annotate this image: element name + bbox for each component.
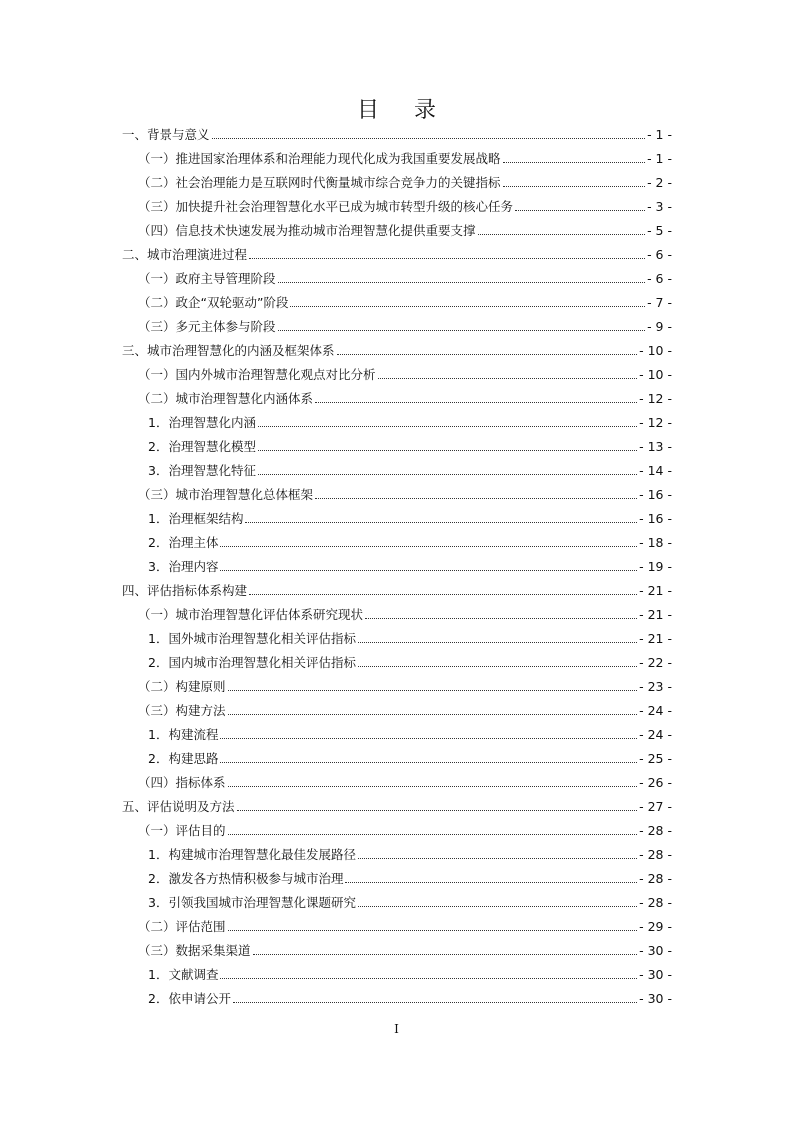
toc-leader-dots <box>220 546 637 547</box>
toc-entry-page: - 13 - <box>639 438 672 454</box>
toc-entry[interactable] <box>148 412 672 432</box>
toc-entry[interactable] <box>148 508 672 528</box>
toc-entry[interactable] <box>148 652 672 672</box>
toc-leader-dots <box>315 402 637 403</box>
toc-leader-dots <box>358 906 637 907</box>
page-number: I <box>394 1022 399 1036</box>
toc-entry-page: - 12 - <box>639 390 672 406</box>
toc-entry-label: （一）城市治理智慧化评估体系研究现状 <box>138 607 364 622</box>
toc-entry-label: （三）城市治理智慧化总体框架 <box>138 487 314 502</box>
toc-entry[interactable] <box>148 460 672 480</box>
toc-leader-dots <box>228 714 638 715</box>
toc-entry[interactable] <box>138 292 672 312</box>
toc-leader-dots <box>258 426 637 427</box>
toc-entry[interactable] <box>122 796 672 816</box>
toc-leader-dots <box>378 378 638 379</box>
toc-leader-dots <box>358 858 637 859</box>
toc-entry-page: - 2 - <box>647 174 672 190</box>
toc-entry[interactable] <box>148 964 672 984</box>
toc-entry-page: - 21 - <box>639 606 672 622</box>
toc-leader-dots <box>290 306 645 307</box>
toc-entry-page: - 25 - <box>639 750 672 766</box>
toc-entry-label: （一）政府主导管理阶段 <box>138 271 276 286</box>
toc-entry[interactable] <box>148 532 672 552</box>
toc-leader-dots <box>228 786 638 787</box>
toc-entry-label: 2．依申请公开 <box>148 991 231 1006</box>
toc-entry-label: 五、评估说明及方法 <box>122 799 235 814</box>
toc-entry[interactable] <box>148 844 672 864</box>
toc-leader-dots <box>253 954 638 955</box>
toc-entry[interactable] <box>148 868 672 888</box>
toc-entry-label: 三、城市治理智慧化的内涵及框架体系 <box>122 343 335 358</box>
toc-entry-page: - 23 - <box>639 678 672 694</box>
toc-entry-label: 二、城市治理演进过程 <box>122 247 248 262</box>
toc-entry[interactable] <box>138 268 672 288</box>
toc-entry-page: - 29 - <box>639 918 672 934</box>
toc-entry-label: （四）信息技术快速发展为推动城市治理智慧化提供重要支撑 <box>138 223 476 238</box>
toc-entry[interactable] <box>138 220 672 240</box>
toc-entry-label: （四）指标体系 <box>138 775 226 790</box>
toc-entry[interactable] <box>138 820 672 840</box>
toc-entry-page: - 28 - <box>639 822 672 838</box>
toc-entry-page: - 16 - <box>639 510 672 526</box>
toc-entry-page: - 18 - <box>639 534 672 550</box>
toc-entry-page: - 16 - <box>639 486 672 502</box>
toc-entry-label: （三）构建方法 <box>138 703 226 718</box>
toc-entry[interactable] <box>138 700 672 720</box>
toc-entry[interactable] <box>138 604 672 624</box>
toc-entry-label: （二）社会治理能力是互联网时代衡量城市综合竞争力的关键指标 <box>138 175 501 190</box>
toc-entry-page: - 19 - <box>639 558 672 574</box>
toc-entry-page: - 24 - <box>639 726 672 742</box>
toc-entry-label: 2．国内城市治理智慧化相关评估指标 <box>148 655 356 670</box>
toc-entry-page: - 1 - <box>647 150 672 166</box>
toc-entry[interactable] <box>138 388 672 408</box>
toc-entry-page: - 22 - <box>639 654 672 670</box>
toc-leader-dots <box>228 930 638 931</box>
toc-entry-label: 1．治理智慧化内涵 <box>148 415 256 430</box>
toc-entry-label: 一、背景与意义 <box>122 127 210 142</box>
toc-entry-label: 1．治理框架结构 <box>148 511 244 526</box>
toc-entry-page: - 12 - <box>639 414 672 430</box>
toc-entry-page: - 26 - <box>639 774 672 790</box>
toc-entry-page: - 30 - <box>639 966 672 982</box>
toc-leader-dots <box>278 282 646 283</box>
toc-entry-label: 3．治理内容 <box>148 559 219 574</box>
toc-entry[interactable] <box>138 772 672 792</box>
toc-entry-page: - 21 - <box>639 630 672 646</box>
toc-entry-label: 1．构建城市治理智慧化最佳发展路径 <box>148 847 356 862</box>
toc-leader-dots <box>503 186 646 187</box>
toc-entry[interactable] <box>148 436 672 456</box>
toc-entry[interactable] <box>148 892 672 912</box>
toc-entry-label: 1．文献调查 <box>148 967 219 982</box>
toc-entry-label: （三）数据采集渠道 <box>138 943 251 958</box>
toc-entry-page: - 24 - <box>639 702 672 718</box>
toc-entry[interactable] <box>148 988 672 1008</box>
toc-entry-label: （二）构建原则 <box>138 679 226 694</box>
toc-entry-label: 2．激发各方热情积极参与城市治理 <box>148 871 344 886</box>
toc-entry-label: （三）加快提升社会治理智慧化水平已成为城市转型升级的核心任务 <box>138 199 514 214</box>
toc-leader-dots <box>258 474 637 475</box>
toc-leader-dots <box>249 594 637 595</box>
toc-entry[interactable] <box>122 340 672 360</box>
toc-entry-label: 3．治理智慧化特征 <box>148 463 256 478</box>
toc-entry-page: - 27 - <box>639 798 672 814</box>
toc-entry-page: - 3 - <box>647 198 672 214</box>
toc-entry-label: 2．治理主体 <box>148 535 219 550</box>
toc-leader-dots <box>245 522 637 523</box>
toc-leader-dots <box>233 1002 637 1003</box>
toc-entry[interactable] <box>138 364 672 384</box>
toc-entry-page: - 7 - <box>647 294 672 310</box>
toc-leader-dots <box>220 738 637 739</box>
toc-leader-dots <box>345 882 637 883</box>
toc-entry-label: 2．治理智慧化模型 <box>148 439 256 454</box>
toc-entry[interactable] <box>148 724 672 744</box>
toc-title: 目 录 <box>357 98 450 123</box>
toc-entry[interactable] <box>138 316 672 336</box>
toc-entry-label: 3．引领我国城市治理智慧化课题研究 <box>148 895 356 910</box>
toc-entry[interactable] <box>148 628 672 648</box>
toc-leader-dots <box>258 450 637 451</box>
toc-leader-dots <box>315 498 637 499</box>
toc-entry-page: - 6 - <box>647 246 672 262</box>
toc-entry[interactable] <box>138 916 672 936</box>
toc-entry-page: - 28 - <box>639 870 672 886</box>
toc-entry-page: - 5 - <box>647 222 672 238</box>
toc-entry-page: - 30 - <box>639 990 672 1006</box>
toc-leader-dots <box>478 234 646 235</box>
toc-entry[interactable] <box>138 940 672 960</box>
toc-leader-dots <box>358 642 637 643</box>
toc-entry-label: （一）国内外城市治理智慧化观点对比分析 <box>138 367 376 382</box>
toc-entry-page: - 10 - <box>639 342 672 358</box>
toc-leader-dots <box>278 330 646 331</box>
toc-entry-label: （一）评估目的 <box>138 823 226 838</box>
toc-entry[interactable] <box>122 124 672 144</box>
toc-entry[interactable] <box>138 676 672 696</box>
toc-entry-page: - 21 - <box>639 582 672 598</box>
toc-leader-dots <box>503 162 646 163</box>
toc-entry-page: - 14 - <box>639 462 672 478</box>
toc-entry-page: - 10 - <box>639 366 672 382</box>
toc-entry-label: 1．构建流程 <box>148 727 219 742</box>
toc-leader-dots <box>228 690 638 691</box>
toc-entry-label: （三）多元主体参与阶段 <box>138 319 276 334</box>
toc-leader-dots <box>220 762 637 763</box>
toc-leader-dots <box>249 258 645 259</box>
toc-entry[interactable] <box>138 172 672 192</box>
toc-entry-page: - 28 - <box>639 894 672 910</box>
toc-entry-page: - 30 - <box>639 942 672 958</box>
toc-entry-label: （一）推进国家治理体系和治理能力现代化成为我国重要发展战略 <box>138 151 501 166</box>
toc-entry-label: （二）政企“双轮驱动”阶段 <box>138 295 289 310</box>
toc-entry[interactable] <box>138 196 672 216</box>
toc-entry[interactable] <box>122 244 672 264</box>
toc-leader-dots <box>212 138 646 139</box>
toc-leader-dots <box>237 810 638 811</box>
toc-entry-label: （二）评估范围 <box>138 919 226 934</box>
toc-leader-dots <box>358 666 637 667</box>
toc-entry-label: 四、评估指标体系构建 <box>122 583 248 598</box>
toc-leader-dots <box>228 834 638 835</box>
toc-entry[interactable] <box>148 748 672 768</box>
toc-entry-label: 1．国外城市治理智慧化相关评估指标 <box>148 631 356 646</box>
toc-entry-page: - 1 - <box>647 126 672 142</box>
toc-leader-dots <box>515 210 645 211</box>
toc-entry[interactable] <box>138 484 672 504</box>
toc-entry-page: - 6 - <box>647 270 672 286</box>
toc-entry[interactable] <box>148 556 672 576</box>
toc-entry-page: - 28 - <box>639 846 672 862</box>
toc-leader-dots <box>220 570 637 571</box>
toc-entry[interactable] <box>122 580 672 600</box>
toc-leader-dots <box>337 354 638 355</box>
toc-entry[interactable] <box>138 148 672 168</box>
toc-entry-label: （二）城市治理智慧化内涵体系 <box>138 391 314 406</box>
toc-entry-page: - 9 - <box>647 318 672 334</box>
toc-entry-label: 2．构建思路 <box>148 751 219 766</box>
toc-leader-dots <box>365 618 637 619</box>
toc-leader-dots <box>220 978 637 979</box>
